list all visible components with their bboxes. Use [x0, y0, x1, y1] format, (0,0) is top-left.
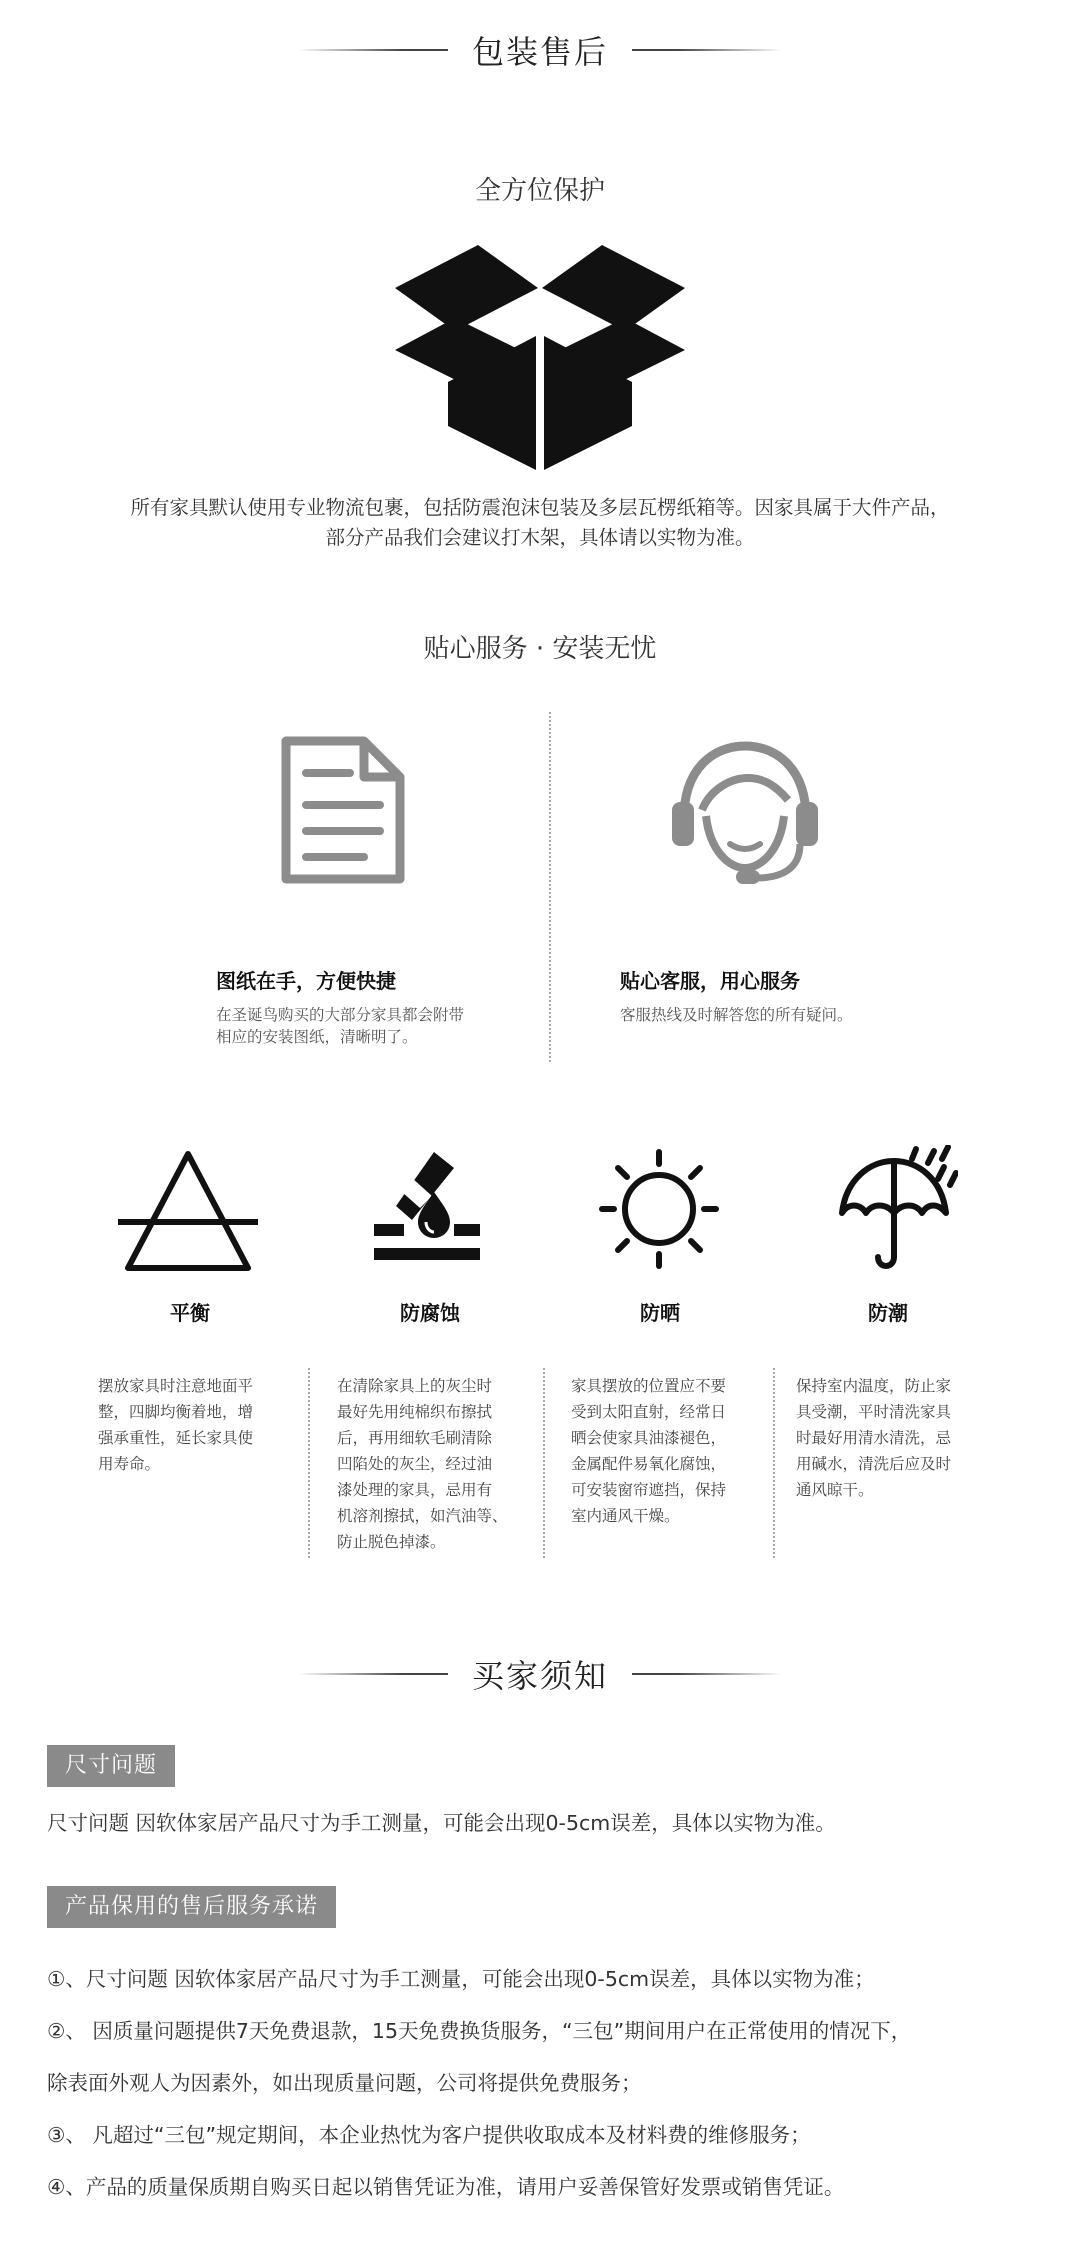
warranty-line: ④、产品的质量保质期自购买日起以销售凭证为准，请用户妥善保管好发票或销售凭证。: [47, 2175, 845, 2199]
balance-triangle-icon: [118, 1148, 258, 1273]
section-title-text: 买家须知: [471, 1657, 608, 1695]
protection-desc-sunproof: 家具摆放的位置应不要 受到太阳直射，经常日 晒会使家具油漆褪色， 金属配件易氧化腐蚀， 可安装窗帘遮挡，保持 室内通风干燥。: [571, 1377, 727, 1525]
section-title-packaging: [0, 20, 1080, 80]
protection-divider: [543, 1368, 545, 1558]
title-divider-right: [632, 49, 782, 51]
title-divider-left: [298, 49, 448, 51]
title-divider-left: [298, 1673, 448, 1675]
title-divider-right: [632, 1673, 782, 1675]
protection-desc-anticorrosion: 在清除家具上的灰尘时 最好先用纯棉织布擦拭 后，再用细软毛刷清除 凹陷处的灰尘，经过油 漆处理的家具，忌用有 机溶剂擦拭，如汽油等、 防止脱色掉漆。: [337, 1377, 508, 1551]
protection-label-anticorrosion: 防腐蚀: [400, 1301, 460, 1325]
warranty-tag: 产品保用的售后服务承诺: [47, 1886, 336, 1928]
feature-desc-drawings: 在圣诞鸟购买的大部分家具都会附带 相应的安装图纸，清晰明了。: [216, 1006, 465, 1046]
warranty-line: 除表面外观人为因素外，如出现质量问题，公司将提供免费服务；: [47, 2071, 642, 2095]
open-box-icon: [390, 240, 690, 475]
protect-heading: 全方位保护: [474, 176, 605, 206]
sun-icon: [598, 1148, 720, 1270]
warranty-line: ②、 因质量问题提供7天免费退款，15天免费换货服务，“三包”期间用户在正常使用的情况下，: [47, 2019, 912, 2043]
anti-corrosion-icon: [372, 1148, 482, 1263]
size-issue-text: 尺寸问题 因软体家居产品尺寸为手工测量，可能会出现0-5cm误差，具体以实物为准。: [47, 1811, 836, 1835]
feature-divider: [549, 712, 551, 1062]
feature-desc-customer-service: 客服热线及时解答您的所有疑问。: [620, 1006, 853, 1024]
warranty-line: ③、 凡超过“三包”规定期间，本企业热忱为客户提供收取成本及材料费的维修服务；: [47, 2123, 811, 2147]
headset-icon: [670, 740, 820, 890]
feature-title-customer-service: 贴心客服，用心服务: [620, 969, 800, 993]
protection-divider: [773, 1368, 775, 1558]
document-icon: [278, 735, 408, 885]
umbrella-rain-icon: [838, 1145, 958, 1273]
size-issue-tag: 尺寸问题: [47, 1745, 175, 1787]
warranty-line: ①、尺寸问题 因软体家居产品尺寸为手工测量，可能会出现0-5cm误差，具体以实物为准；: [47, 1967, 875, 1991]
protection-label-moistureproof: 防潮: [868, 1301, 908, 1325]
feature-title-drawings: 图纸在手，方便快捷: [216, 969, 396, 993]
service-heading: 贴心服务 · 安装无忧: [423, 634, 657, 664]
protect-description: 所有家具默认使用专业物流包裹，包括防震泡沫包装及多层瓦楞纸箱等。因家具属于大件产品， 部分产品我们会建议打木架，具体请以实物为准。: [130, 496, 950, 549]
protection-desc-balance: 摆放家具时注意地面平 整，四脚均衡着地，增 强承重性，延长家具使 用寿命。: [98, 1377, 254, 1473]
section-title-text: 包装售后: [471, 33, 608, 71]
protection-divider: [308, 1368, 310, 1558]
protection-label-balance: 平衡: [170, 1301, 210, 1325]
section-title-buyer-notice: [0, 1644, 1080, 1704]
protection-label-sunproof: 防晒: [640, 1301, 680, 1325]
protection-desc-moistureproof: 保持室内温度，防止家 具受潮，平时清洗家具 时最好用清水清洗，忌 用碱水，清洗后应及时 通风晾干。: [796, 1377, 952, 1499]
